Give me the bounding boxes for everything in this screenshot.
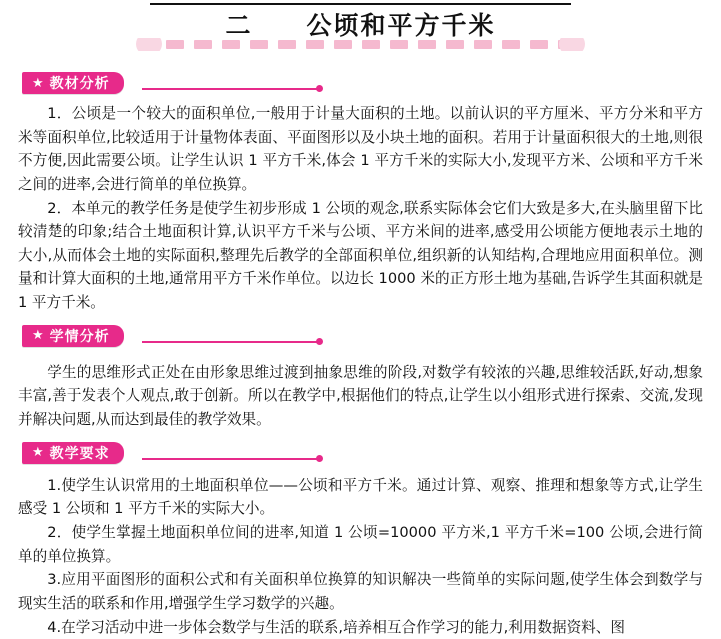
page-title: 二 公顷和平方千米: [225, 11, 496, 40]
title-rule: [150, 3, 571, 5]
dash-cap-left: [136, 38, 162, 51]
star-icon: ★: [32, 328, 44, 344]
section-rule: [142, 341, 322, 343]
dash-cap-right: [559, 38, 585, 51]
section-header-teaching-requirements: [22, 442, 322, 468]
paragraph: 4.在学习活动中进一步体会数学与生活的联系,培养相互合作学习的能力,利用数据资料、图: [47, 618, 625, 636]
paragraph: 1．公顷是一个较大的面积单位,一般用于计量大面积的土地。以前认识的平方厘米、平方分米和平方米等面积单位,比较适用于计量物体表面、平面图形以及小块土地的面积。若用于计量面积很大的土地,则很不方便,因此需要公顷。让学生认识 1 平方千米,体会 1 平方千米的实际大小,发现平方米、公顷和平方千米之间的进率,会进行简单的单位换算。: [18, 105, 703, 193]
paragraph: 学生的思维形式正处在由形象思维过渡到抽象思维的阶段,对数学有较浓的兴趣,思维较活跃,好动,想象丰富,善于发表个人观点,敢于创新。所以在教学中,根据他们的特点,让学生以小组形式进行探索、交流,发现并解决问题,从而达到最佳的教学效果。: [18, 363, 703, 429]
section-body-learning-analysis: [0, 361, 721, 432]
section-title: 学情分析: [49, 328, 110, 345]
section-rule-dot: [316, 338, 323, 345]
section-rule-dot: [316, 455, 323, 462]
section-rule: [142, 458, 322, 460]
section-pill: [22, 442, 124, 464]
title-band: [0, 0, 721, 62]
section-rule-dot: [316, 85, 323, 92]
star-icon: ★: [32, 445, 44, 461]
paragraph: 2．本单元的教学任务是使学生初步形成 1 公顷的观念,联系实际体会它们大致是多大,在头脑里留下比较清楚的印象;结合土地面积计算,认识平方千米与公顷、平方米间的进率,感受用公顷能方便地表示土地的大小,从而体会土地的实际面积,整理先后教学的全部面积单位,组织新的认知结构,合理地应用面积单位。测量和计算大面积的土地,通常用平方千米作单位。以边长 1000 米的正方形土地为基础,告诉学生其面积就是 1 平方千米。: [18, 199, 703, 312]
section-rule: [142, 88, 322, 90]
decorative-dash-band: [136, 38, 585, 51]
paragraph: 3.应用平面图形的面积公式和有关面积单位换算的知识解决一些简单的实际问题,使学生体会到数学与现实生活的联系和作用,增强学生学习数学的兴趣。: [18, 571, 703, 612]
paragraph: 1.使学生认识常用的土地面积单位——公顷和平方千米。通过计算、观察、推理和想象等方式,让学生感受 1 公顷和 1 平方千米的实际大小。: [18, 476, 703, 518]
section-title: 教学要求: [49, 445, 110, 462]
star-icon: ★: [32, 75, 44, 91]
section-header-learning-analysis: [22, 325, 322, 351]
section-pill: [22, 72, 124, 94]
paragraph: 2．使学生掌握土地面积单位间的进率,知道 1 公顷=10000 平方米,1 平方千米=100 公顷,会进行简单的单位换算。: [18, 523, 703, 565]
section-header-textbook-analysis: [22, 72, 322, 98]
section-body-teaching-requirements: [0, 474, 721, 639]
section-title: 教材分析: [49, 76, 110, 92]
section-body-textbook-analysis: [0, 102, 721, 315]
section-pill: [22, 325, 124, 347]
